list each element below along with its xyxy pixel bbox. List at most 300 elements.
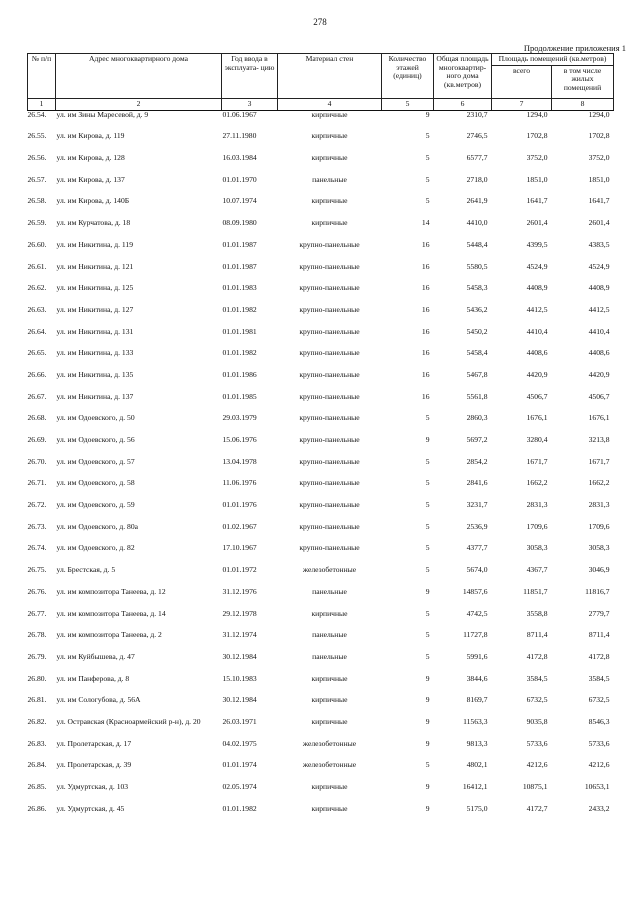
table-row xyxy=(28,783,614,805)
table-row xyxy=(28,458,614,480)
row-premises-living: 3058,3 xyxy=(588,543,610,553)
row-address: ул. Пролетарская, д. 39 xyxy=(56,760,132,770)
row-wall-material: железобетонные xyxy=(302,760,357,770)
table-row xyxy=(28,393,614,415)
row-total-area: 11563,3 xyxy=(463,716,488,726)
page-number: 278 xyxy=(313,17,327,27)
row-floors: 9 xyxy=(425,782,430,792)
row-premises-living: 1294,0 xyxy=(588,109,610,119)
row-total-area: 4377,7 xyxy=(466,543,488,553)
row-total-area: 9813,3 xyxy=(466,738,488,748)
row-year: 01.01.1987 xyxy=(222,239,257,249)
row-total-area: 5697,2 xyxy=(466,435,488,445)
table-row xyxy=(28,631,614,653)
row-address: ул. им Никитина, д. 135 xyxy=(56,369,134,379)
row-number: 26.79. xyxy=(27,651,47,661)
row-wall-material: панельные xyxy=(312,630,347,640)
row-address: ул. им Одоевского, д. 56 xyxy=(56,435,135,445)
row-total-area: 5580,5 xyxy=(466,261,488,271)
row-wall-material: железобетонные xyxy=(302,565,357,575)
row-year: 01.01.1985 xyxy=(222,391,257,401)
row-number: 26.63. xyxy=(27,304,47,314)
row-premises-all: 9035,8 xyxy=(526,716,548,726)
row-year: 01.01.1987 xyxy=(222,261,257,271)
column-number: 4 xyxy=(278,98,382,110)
table-body xyxy=(28,110,614,826)
row-total-area: 14857,6 xyxy=(462,586,488,596)
header-premises-living: в том числе жилых помещений xyxy=(552,65,614,98)
row-premises-all: 3558,8 xyxy=(526,608,548,618)
column-number: 1 xyxy=(28,98,56,110)
row-wall-material: кирпичные xyxy=(311,803,348,813)
table-row xyxy=(28,588,614,610)
row-address: ул. им Никитина, д. 121 xyxy=(56,261,134,271)
row-total-area: 4802,1 xyxy=(466,760,488,770)
row-number: 26.70. xyxy=(27,456,47,466)
row-address: ул. им Одоевского, д. 58 xyxy=(56,478,135,488)
row-premises-all: 4172,7 xyxy=(526,803,548,813)
header-year: Год ввода в эксплуата- цию xyxy=(222,54,278,99)
row-premises-all: 4410,4 xyxy=(526,326,548,336)
row-premises-all: 6732,5 xyxy=(526,695,548,705)
table-row xyxy=(28,696,614,718)
row-address: ул. им Одоевского, д. 59 xyxy=(56,500,135,510)
row-number: 26.65. xyxy=(27,348,47,358)
row-premises-all: 11851,7 xyxy=(523,586,548,596)
table-row xyxy=(28,544,614,566)
table-row xyxy=(28,610,614,632)
row-floors: 16 xyxy=(421,348,430,358)
row-premises-all: 4399,5 xyxy=(526,239,548,249)
row-wall-material: кирпичные xyxy=(311,153,348,163)
row-total-area: 5458,4 xyxy=(466,348,488,358)
column-number: 6 xyxy=(434,98,492,110)
row-year: 01.01.1982 xyxy=(222,803,257,813)
row-floors: 16 xyxy=(421,304,430,314)
row-floors: 5 xyxy=(425,608,430,618)
row-premises-all: 4420,9 xyxy=(526,369,548,379)
row-address: ул. им композитора Танеева, д. 12 xyxy=(56,586,166,596)
row-year: 27.11.1980 xyxy=(222,131,257,141)
row-year: 01.01.1976 xyxy=(222,500,257,510)
table-row xyxy=(28,306,614,328)
row-premises-living: 4420,9 xyxy=(588,369,610,379)
row-year: 29.12.1978 xyxy=(222,608,257,618)
row-address: ул. Удмуртская, д. 103 xyxy=(56,782,129,792)
row-premises-living: 4412,5 xyxy=(588,304,610,314)
row-premises-all: 2601,4 xyxy=(526,218,548,228)
row-total-area: 4410,0 xyxy=(466,218,488,228)
row-wall-material: железобетонные xyxy=(302,738,357,748)
row-wall-material: крупно-панельные xyxy=(299,369,360,379)
row-premises-all: 4212,6 xyxy=(526,760,548,770)
row-premises-all: 4412,5 xyxy=(526,304,548,314)
row-floors: 16 xyxy=(421,369,430,379)
row-total-area: 5991,6 xyxy=(466,651,488,661)
table-row xyxy=(28,328,614,350)
row-year: 16.03.1984 xyxy=(222,153,257,163)
row-premises-living: 1709,6 xyxy=(588,521,610,531)
row-premises-living: 1641,7 xyxy=(588,196,610,206)
row-premises-living: 2433,2 xyxy=(588,803,610,813)
column-number: 5 xyxy=(382,98,434,110)
row-year: 01.01.1983 xyxy=(222,283,257,293)
row-premises-all: 3752,0 xyxy=(526,153,548,163)
row-year: 02.05.1974 xyxy=(222,782,257,792)
row-number: 26.78. xyxy=(27,630,47,640)
row-number: 26.77. xyxy=(27,608,47,618)
row-total-area: 2854,2 xyxy=(466,456,488,466)
row-floors: 9 xyxy=(425,803,430,813)
row-address: ул. им Панферова, д. 8 xyxy=(56,673,130,683)
row-wall-material: крупно-панельные xyxy=(299,435,360,445)
row-address: ул. им Зины Маресевой, д. 9 xyxy=(56,109,149,119)
row-wall-material: крупно-панельные xyxy=(299,326,360,336)
row-total-area: 5467,8 xyxy=(466,369,488,379)
row-year: 11.06.1976 xyxy=(222,478,257,488)
row-floors: 9 xyxy=(425,738,430,748)
column-number: 8 xyxy=(552,98,614,110)
row-floors: 9 xyxy=(425,716,430,726)
row-wall-material: панельные xyxy=(312,174,347,184)
header-wall-material: Материал стен xyxy=(278,54,382,99)
row-address: ул. им Куйбышева, д. 47 xyxy=(56,651,135,661)
row-premises-all: 3280,4 xyxy=(526,435,548,445)
row-year: 08.09.1980 xyxy=(222,218,257,228)
row-number: 26.80. xyxy=(27,673,47,683)
row-address: ул. им Никитина, д. 127 xyxy=(56,304,134,314)
row-address: ул. им Одоевского, д. 57 xyxy=(56,456,135,466)
row-premises-all: 1709,6 xyxy=(526,521,548,531)
row-wall-material: крупно-панельные xyxy=(299,521,360,531)
row-premises-all: 1702,8 xyxy=(526,131,548,141)
row-floors: 5 xyxy=(425,543,430,553)
row-floors: 5 xyxy=(425,153,430,163)
row-number: 26.69. xyxy=(27,435,47,445)
row-floors: 5 xyxy=(425,760,430,770)
row-address: ул. Остравская (Красноармейский р-н), д. 20 xyxy=(56,716,201,726)
row-premises-all: 5733,6 xyxy=(526,738,548,748)
row-wall-material: кирпичные xyxy=(311,782,348,792)
table-row xyxy=(28,436,614,458)
header-address: Адрес многоквартирного дома xyxy=(56,54,222,99)
row-premises-living: 4506,7 xyxy=(588,391,610,401)
row-premises-all: 1662,2 xyxy=(526,478,548,488)
row-premises-all: 1641,7 xyxy=(526,196,548,206)
row-floors: 16 xyxy=(421,391,430,401)
row-total-area: 5175,0 xyxy=(466,803,488,813)
table-row xyxy=(28,740,614,762)
row-address: ул. им Никитина, д. 137 xyxy=(56,391,134,401)
row-address: ул. им Никитина, д. 125 xyxy=(56,283,134,293)
row-number: 26.56. xyxy=(27,153,47,163)
row-premises-living: 4524,9 xyxy=(588,261,610,271)
row-premises-living: 1671,7 xyxy=(588,456,610,466)
row-address: ул. им Никитина, д. 133 xyxy=(56,348,134,358)
table-row xyxy=(28,414,614,436)
row-premises-all: 10875,1 xyxy=(522,782,548,792)
row-year: 30.12.1984 xyxy=(222,695,257,705)
row-premises-all: 8711,4 xyxy=(526,630,548,640)
housing-table-container xyxy=(27,53,613,826)
row-address: ул. им композитора Танеева, д. 14 xyxy=(56,608,166,618)
row-year: 17.10.1967 xyxy=(222,543,257,553)
row-premises-all: 3584,5 xyxy=(526,673,548,683)
row-wall-material: кирпичные xyxy=(311,131,348,141)
row-number: 26.71. xyxy=(27,478,47,488)
table-row xyxy=(28,284,614,306)
row-year: 31.12.1974 xyxy=(222,630,257,640)
row-year: 26.03.1971 xyxy=(222,716,257,726)
row-premises-living: 2601,4 xyxy=(588,218,610,228)
row-total-area: 5458,3 xyxy=(466,283,488,293)
row-address: ул. Брестская, д. 5 xyxy=(56,565,116,575)
row-address: ул. им Кирова, д. 119 xyxy=(56,131,125,141)
table-row xyxy=(28,675,614,697)
row-address: ул. им Одоевского, д. 80а xyxy=(56,521,138,531)
table-row xyxy=(28,805,614,827)
row-floors: 16 xyxy=(421,239,430,249)
row-year: 13.04.1978 xyxy=(222,456,257,466)
row-floors: 5 xyxy=(425,413,430,423)
row-address: ул. им Кирова, д. 137 xyxy=(56,174,125,184)
row-number: 26.86. xyxy=(27,803,47,813)
row-premises-all: 4172,8 xyxy=(526,651,548,661)
row-wall-material: кирпичные xyxy=(311,218,348,228)
row-total-area: 5450,2 xyxy=(466,326,488,336)
row-premises-living: 10653,1 xyxy=(584,782,610,792)
row-floors: 5 xyxy=(425,630,430,640)
row-number: 26.82. xyxy=(27,716,47,726)
table-row xyxy=(28,371,614,393)
row-floors: 5 xyxy=(425,478,430,488)
row-premises-living: 6732,5 xyxy=(588,695,610,705)
row-number: 26.60. xyxy=(27,239,47,249)
table-row xyxy=(28,154,614,176)
row-total-area: 3844,6 xyxy=(466,673,488,683)
row-wall-material: крупно-панельные xyxy=(299,239,360,249)
row-premises-all: 4367,7 xyxy=(526,565,548,575)
row-premises-living: 5733,6 xyxy=(588,738,610,748)
row-number: 26.83. xyxy=(27,738,47,748)
table-row xyxy=(28,241,614,263)
row-floors: 5 xyxy=(425,565,430,575)
row-number: 26.66. xyxy=(27,369,47,379)
row-premises-living: 2831,3 xyxy=(588,500,610,510)
row-year: 04.02.1975 xyxy=(222,738,257,748)
row-address: ул. им Курчатова, д. 18 xyxy=(56,218,131,228)
row-floors: 9 xyxy=(425,435,430,445)
row-premises-all: 4408,6 xyxy=(526,348,548,358)
column-number: 2 xyxy=(56,98,222,110)
row-wall-material: панельные xyxy=(312,651,347,661)
row-number: 26.54. xyxy=(27,109,47,119)
row-address: ул. им Кирова, д. 140Б xyxy=(56,196,130,206)
row-wall-material: кирпичные xyxy=(311,196,348,206)
row-floors: 5 xyxy=(425,131,430,141)
row-total-area: 2841,6 xyxy=(466,478,488,488)
row-premises-living: 4408,9 xyxy=(588,283,610,293)
row-floors: 9 xyxy=(425,109,430,119)
row-total-area: 6577,7 xyxy=(466,153,488,163)
row-year: 01.02.1967 xyxy=(222,521,257,531)
row-wall-material: кирпичные xyxy=(311,673,348,683)
table-header xyxy=(28,54,614,111)
row-number: 26.73. xyxy=(27,521,47,531)
row-number: 26.61. xyxy=(27,261,47,271)
row-premises-living: 1851,0 xyxy=(588,174,610,184)
table-row xyxy=(28,479,614,501)
row-premises-living: 3752,0 xyxy=(588,153,610,163)
row-wall-material: крупно-панельные xyxy=(299,304,360,314)
row-total-area: 16412,1 xyxy=(462,782,488,792)
row-year: 01.01.1974 xyxy=(222,760,257,770)
table-row xyxy=(28,653,614,675)
table-row xyxy=(28,349,614,371)
row-address: ул. им Сологубова, д. 56А xyxy=(56,695,141,705)
row-wall-material: крупно-панельные xyxy=(299,283,360,293)
table-row xyxy=(28,219,614,241)
row-premises-all: 3058,3 xyxy=(526,543,548,553)
row-total-area: 5674,0 xyxy=(466,565,488,575)
row-wall-material: крупно-панельные xyxy=(299,413,360,423)
row-address: ул. им Кирова, д. 128 xyxy=(56,153,125,163)
table-row xyxy=(28,523,614,545)
row-address: ул. им Одоевского, д. 82 xyxy=(56,543,135,553)
row-floors: 9 xyxy=(425,586,430,596)
row-total-area: 2310,7 xyxy=(466,109,488,119)
row-total-area: 3231,7 xyxy=(466,500,488,510)
row-year: 01.01.1982 xyxy=(222,348,257,358)
row-number: 26.84. xyxy=(27,760,47,770)
row-year: 15.10.1983 xyxy=(222,673,257,683)
row-premises-living: 4172,8 xyxy=(588,651,610,661)
table-row xyxy=(28,263,614,285)
table-row xyxy=(28,132,614,154)
row-address: ул. им композитора Танеева, д. 2 xyxy=(56,630,162,640)
row-premises-all: 1851,0 xyxy=(526,174,548,184)
row-year: 01.01.1982 xyxy=(222,304,257,314)
table-row xyxy=(28,501,614,523)
row-year: 01.01.1970 xyxy=(222,174,257,184)
row-total-area: 11727,8 xyxy=(463,630,488,640)
row-premises-all: 4506,7 xyxy=(526,391,548,401)
header-premises-all: всего xyxy=(492,65,552,98)
row-premises-all: 4408,9 xyxy=(526,283,548,293)
housing-table xyxy=(27,53,614,826)
row-year: 30.12.1984 xyxy=(222,651,257,661)
row-year: 01.06.1967 xyxy=(222,109,257,119)
row-wall-material: крупно-панельные xyxy=(299,478,360,488)
table-row xyxy=(28,718,614,740)
row-premises-living: 2779,7 xyxy=(588,608,610,618)
row-year: 01.01.1986 xyxy=(222,369,257,379)
row-total-area: 2536,9 xyxy=(466,521,488,531)
row-number: 26.85. xyxy=(27,782,47,792)
row-wall-material: крупно-панельные xyxy=(299,456,360,466)
row-premises-all: 4524,9 xyxy=(526,261,548,271)
row-premises-living: 11816,7 xyxy=(585,586,610,596)
row-total-area: 4742,5 xyxy=(466,608,488,618)
row-address: ул. Удмуртская, д. 45 xyxy=(56,803,125,813)
row-premises-living: 4383,5 xyxy=(588,239,610,249)
row-premises-living: 4408,6 xyxy=(588,348,610,358)
row-premises-all: 1294,0 xyxy=(526,109,548,119)
row-premises-all: 2831,3 xyxy=(526,500,548,510)
row-number: 26.81. xyxy=(27,695,47,705)
row-floors: 5 xyxy=(425,651,430,661)
row-floors: 5 xyxy=(425,196,430,206)
row-floors: 5 xyxy=(425,456,430,466)
row-number: 26.72. xyxy=(27,500,47,510)
row-address: ул. им Одоевского, д. 50 xyxy=(56,413,135,423)
row-premises-living: 3213,8 xyxy=(588,435,610,445)
row-total-area: 2860,3 xyxy=(466,413,488,423)
appendix-continuation-note: Продолжение приложения 1 xyxy=(523,43,626,53)
row-number: 26.75. xyxy=(27,565,47,575)
row-year: 01.01.1972 xyxy=(222,565,257,575)
row-wall-material: панельные xyxy=(312,586,347,596)
row-year: 15.06.1976 xyxy=(222,435,257,445)
row-total-area: 2641,9 xyxy=(466,196,488,206)
row-floors: 5 xyxy=(425,174,430,184)
row-floors: 5 xyxy=(425,521,430,531)
header-number: № п/п xyxy=(28,54,56,99)
row-wall-material: крупно-панельные xyxy=(299,500,360,510)
row-total-area: 5561,8 xyxy=(466,391,488,401)
row-premises-living: 4212,6 xyxy=(588,760,610,770)
header-premises-area: Площадь помещений (кв.метров) xyxy=(492,54,614,66)
row-premises-all: 1676,1 xyxy=(526,413,548,423)
table-row xyxy=(28,761,614,783)
row-year: 31.12.1976 xyxy=(222,586,257,596)
row-floors: 5 xyxy=(425,500,430,510)
row-wall-material: крупно-панельные xyxy=(299,543,360,553)
column-number: 7 xyxy=(492,98,552,110)
row-wall-material: кирпичные xyxy=(311,695,348,705)
row-premises-living: 4410,4 xyxy=(588,326,610,336)
row-total-area: 5436,2 xyxy=(466,304,488,314)
row-premises-living: 1702,8 xyxy=(588,131,610,141)
column-number: 3 xyxy=(222,98,278,110)
row-year: 29.03.1979 xyxy=(222,413,257,423)
row-wall-material: крупно-панельные xyxy=(299,391,360,401)
table-row xyxy=(28,110,614,132)
row-number: 26.68. xyxy=(27,413,47,423)
table-row xyxy=(28,176,614,198)
row-year: 01.01.1981 xyxy=(222,326,257,336)
header-total-area: Общая площадь многоквартир- ного дома (кв.метров) xyxy=(434,54,492,99)
row-floors: 16 xyxy=(421,261,430,271)
row-year: 10.07.1974 xyxy=(222,196,257,206)
row-wall-material: крупно-панельные xyxy=(299,348,360,358)
row-number: 26.58. xyxy=(27,196,47,206)
row-total-area: 5448,4 xyxy=(466,239,488,249)
row-number: 26.64. xyxy=(27,326,47,336)
table-row xyxy=(28,566,614,588)
row-wall-material: кирпичные xyxy=(311,109,348,119)
row-total-area: 2746,5 xyxy=(466,131,488,141)
row-total-area: 8169,7 xyxy=(466,695,488,705)
row-premises-all: 1671,7 xyxy=(526,456,548,466)
row-premises-living: 3584,5 xyxy=(588,673,610,683)
row-wall-material: кирпичные xyxy=(311,716,348,726)
row-number: 26.55. xyxy=(27,131,47,141)
row-floors: 16 xyxy=(421,326,430,336)
row-floors: 9 xyxy=(425,695,430,705)
row-wall-material: крупно-панельные xyxy=(299,261,360,271)
row-number: 26.57. xyxy=(27,174,47,184)
